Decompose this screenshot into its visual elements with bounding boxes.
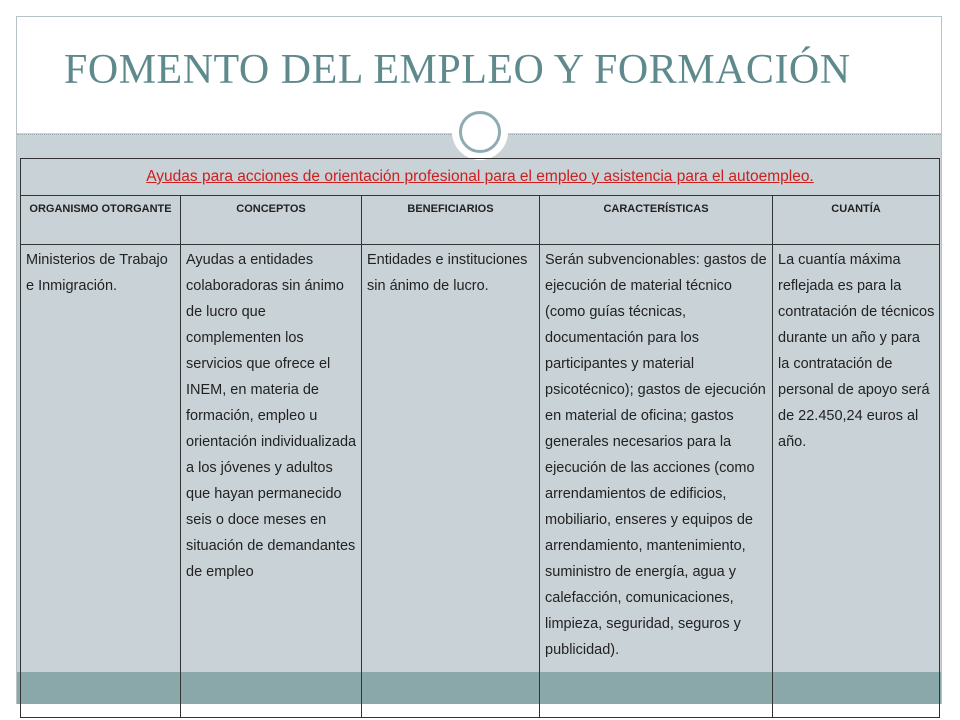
circle-ring-icon bbox=[459, 111, 501, 153]
slide-title: FOMENTO DEL EMPLEO Y FORMACIÓN bbox=[64, 47, 851, 93]
header-caracteristicas: CARACTERÍSTICAS bbox=[540, 196, 773, 245]
cell-cuantia: La cuantía máxima reflejada es para la contratación de técnicos durante un año y para la contratación de personal de apoyo será de 22.450,24 euros al año. bbox=[773, 245, 940, 718]
header-organismo: ORGANISMO OTORGANTE bbox=[21, 196, 181, 245]
ayudas-table bbox=[20, 158, 940, 718]
table-caption: Ayudas para acciones de orientación profesional para el empleo y asistencia para el autoempleo. bbox=[21, 159, 940, 196]
cell-conceptos: Ayudas a entidades colaboradoras sin ánimo de lucro que complementen los servicios que ofrece el INEM, en materia de formación, empleo u orientación individualizada a los jóvenes y adultos que hayan permanecido seis o doce meses en situación de demandantes de empleo bbox=[181, 245, 362, 718]
table-row bbox=[21, 245, 940, 718]
cell-beneficiarios: Entidades e instituciones sin ánimo de lucro. bbox=[362, 245, 540, 718]
header-conceptos: CONCEPTOS bbox=[181, 196, 362, 245]
table-container bbox=[20, 158, 939, 720]
cell-caracteristicas: Serán subvencionables: gastos de ejecución de material técnico (como guías técnicas, documentación para los participantes y material psicotécnico); gastos de ejecución en material de oficina; gastos generales necesarios para la ejecución de las acciones (como arrendamientos de edificios, mobiliario, enseres y equipos de arrendamiento, mantenimiento, suministro de energía, agua y calefacción, comunicaciones, limpieza, seguridad, seguros y publicidad). bbox=[540, 245, 773, 718]
header-beneficiarios: BENEFICIARIOS bbox=[362, 196, 540, 245]
cell-organismo: Ministerios de Trabajo e Inmigración. bbox=[21, 245, 181, 718]
header-cuantia: CUANTÍA bbox=[773, 196, 940, 245]
